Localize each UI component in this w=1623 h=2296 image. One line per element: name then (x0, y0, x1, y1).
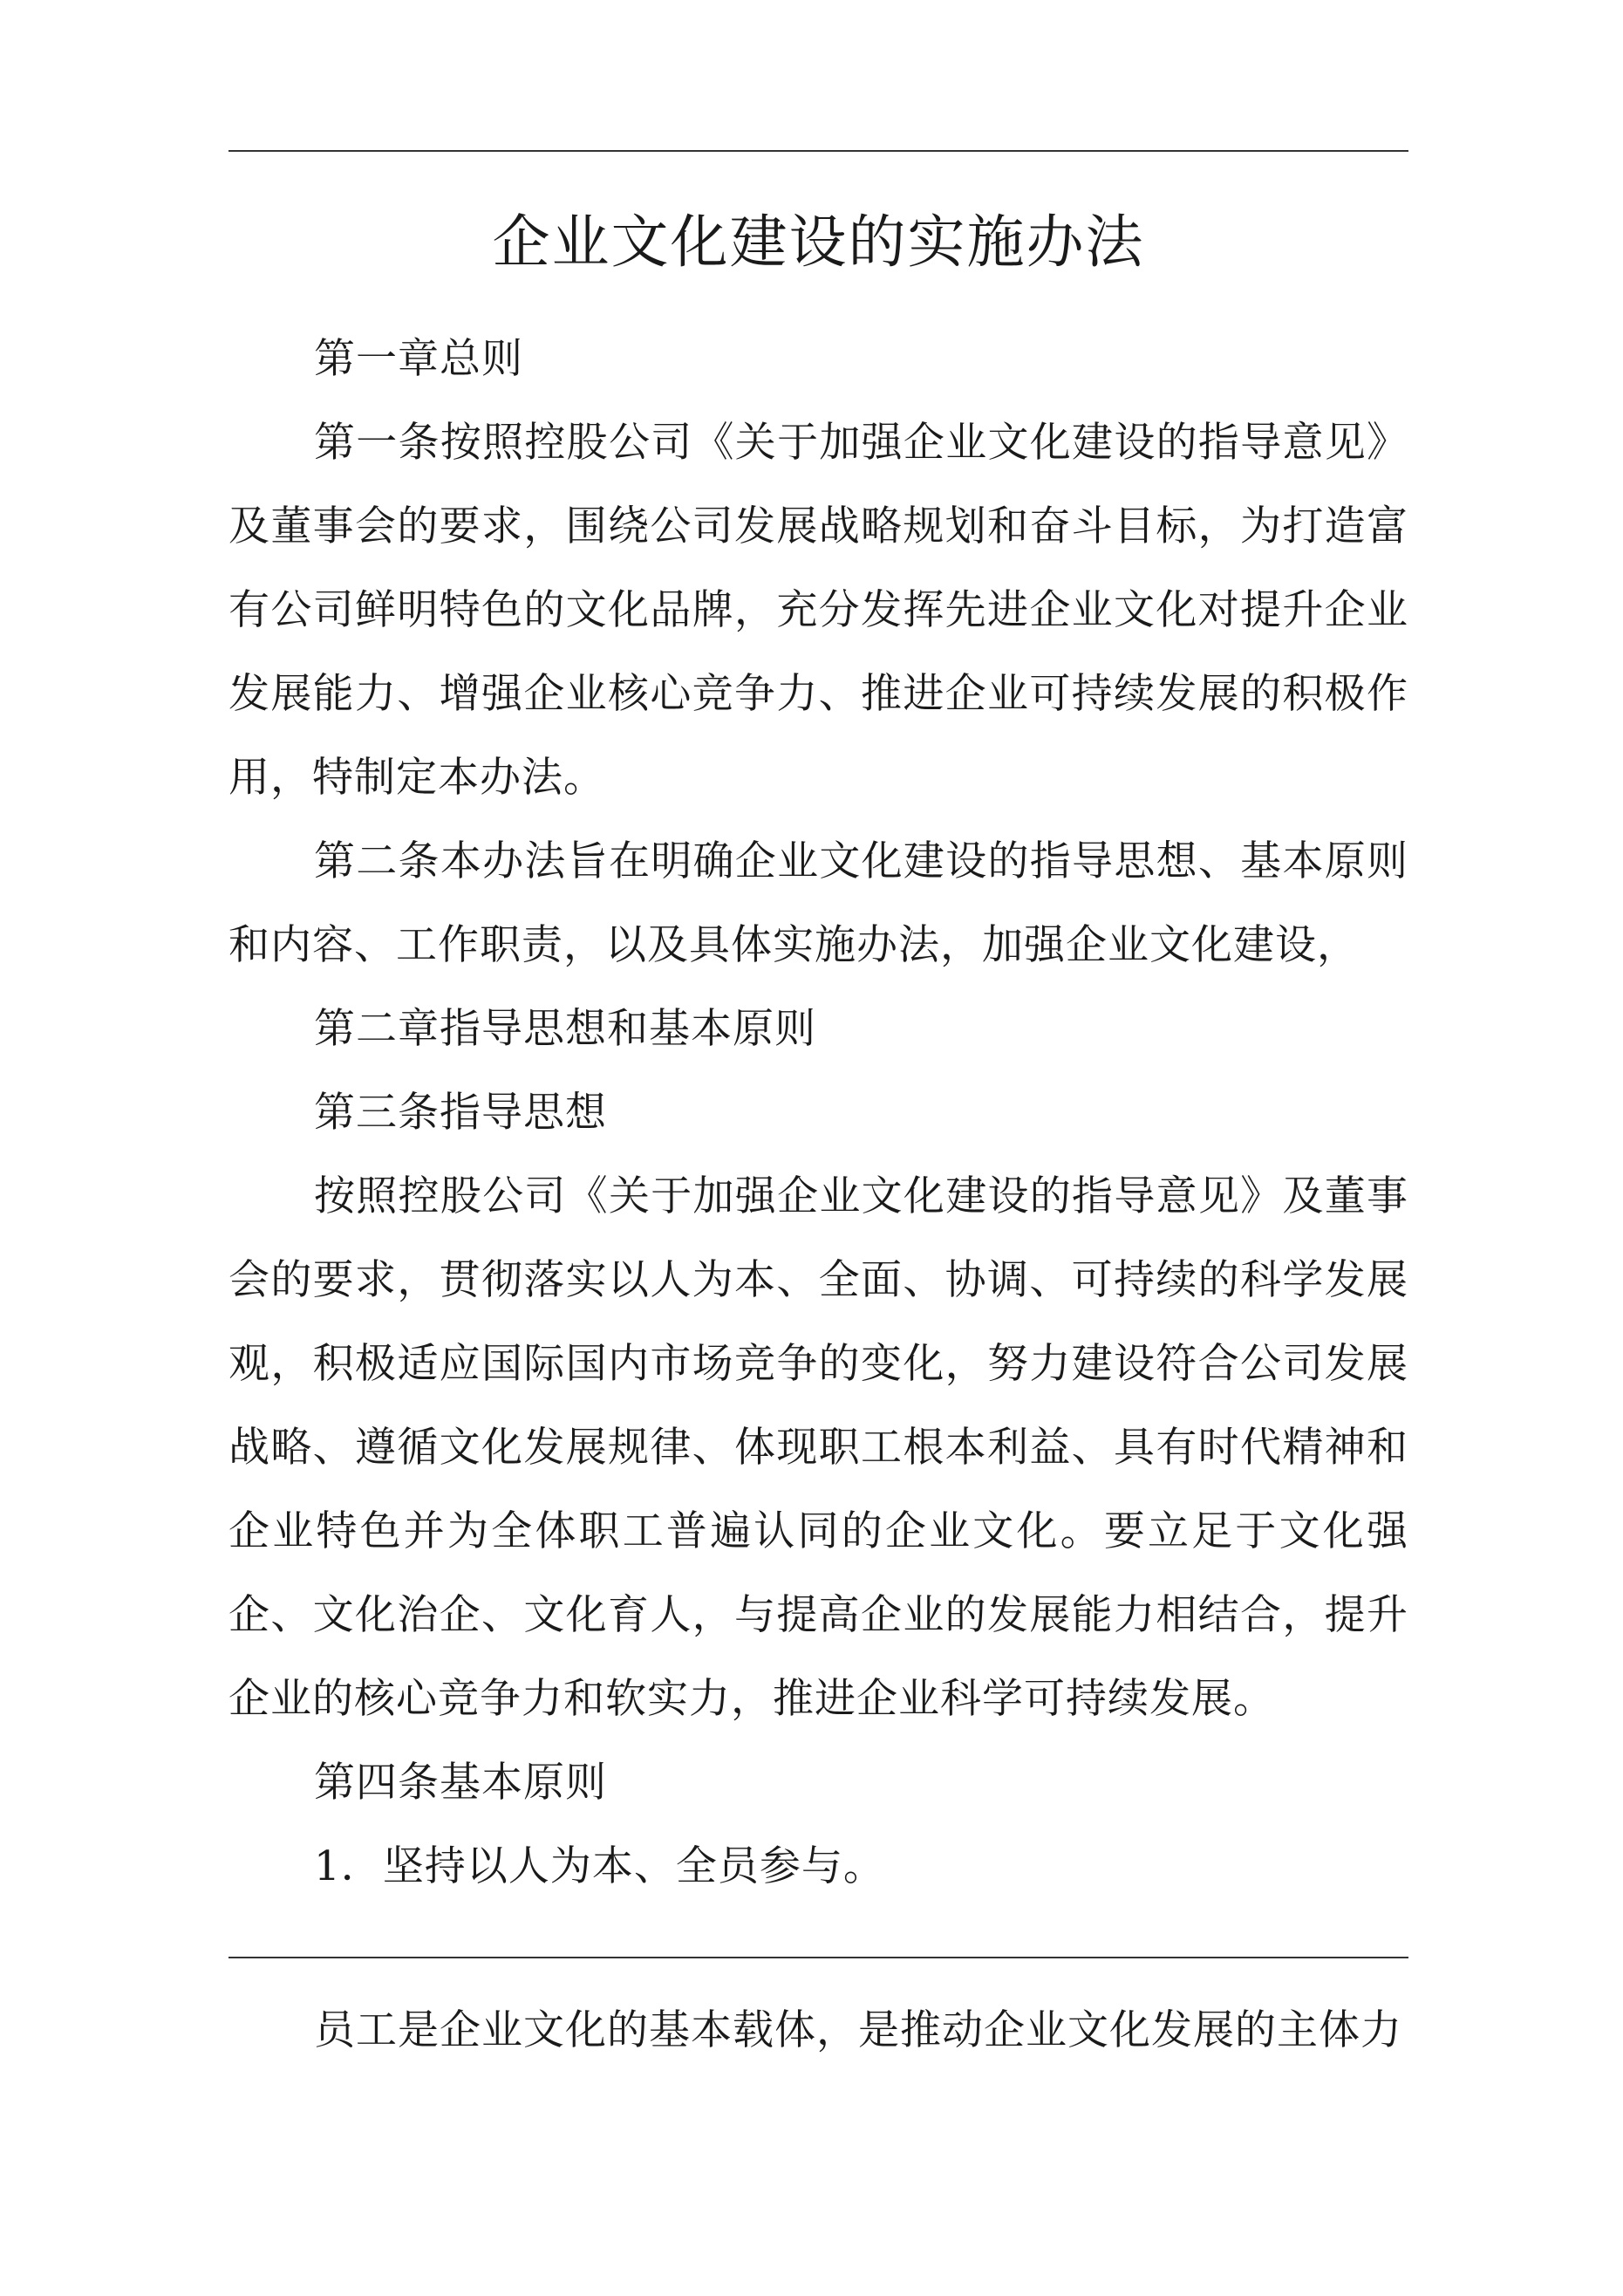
chapter-2-heading: 第二章指导思想和基本原则 (314, 1005, 816, 1053)
article-1: 第一条按照控股公司《关于加强企业文化建设的指导意见》及董事会的要求，围绕公司发展战略规划和奋斗目标，为打造富有公司鲜明特色的文化品牌，充分发挥先进企业文化对提升企业发展能力、增强企业核心竞争力、推进企业可持续发展的积极作用，特制定本办法。 (228, 419, 1408, 802)
header-rule (228, 150, 1408, 152)
article-3-body: 按照控股公司《关于加强企业文化建设的指导意见》及董事会的要求，贯彻落实以人为本、全面、协调、可持续的科学发展观，积极适应国际国内市场竞争的变化，努力建设符合公司发展战略、遵循文化发展规律、体现职工根本利益、具有时代精神和企业特色并为全体职工普遍认同的企业文化。要立足于文化强企、文化治企、文化育人，与提高企业的发展能力相结合，提升企业的核心竞争力和软实力，推进企业科学可持续发展。 (228, 1172, 1408, 1723)
article-3-heading: 第三条指导思想 (314, 1089, 607, 1137)
principle-1: 1．坚持以人为本、全员参与。 (314, 1842, 885, 1890)
article-2: 第二条本办法旨在明确企业文化建设的指导思想、基本原则和内容、工作职责，以及具体实施办法，加强企业文化建设， (228, 837, 1408, 969)
article-4-heading: 第四条基本原则 (314, 1759, 607, 1807)
document-title: 企业文化建设的实施办法 (492, 208, 1145, 276)
next-page-paragraph: 员工是企业文化的基本载体，是推动企业文化发展的主体力 (314, 2006, 1402, 2054)
chapter-1-heading: 第一章总则 (314, 335, 523, 383)
document-body (228, 318, 1408, 1909)
next-page-body (228, 1989, 1408, 2073)
page-break-rule (228, 1957, 1408, 1958)
